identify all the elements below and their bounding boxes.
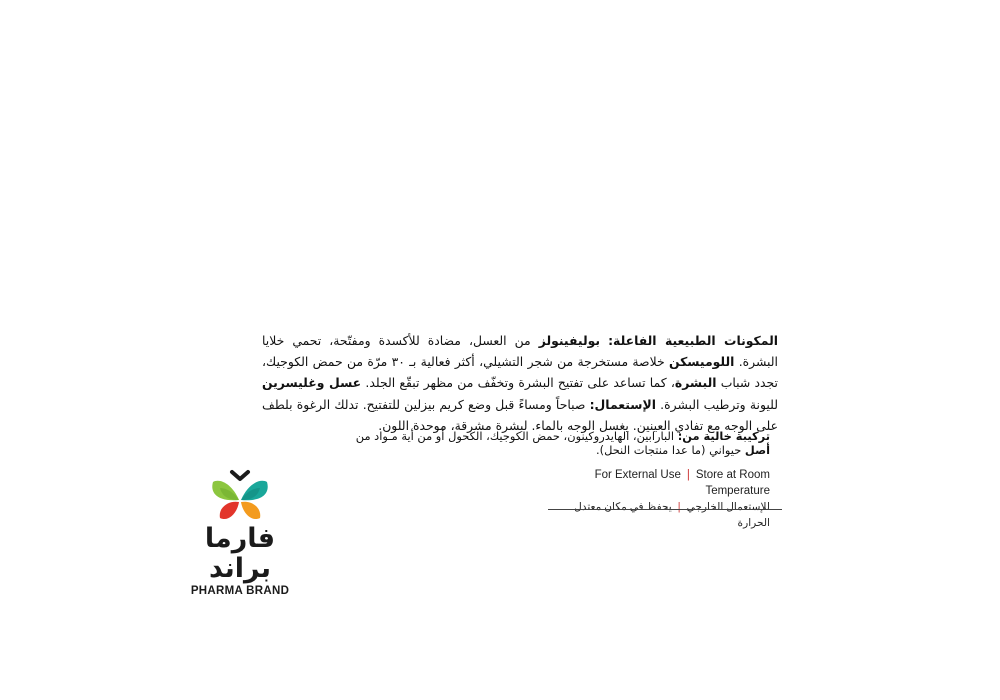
honey-text: لليونة وترطيب البشرة.	[660, 396, 778, 412]
lumiskin-text-2: ، كما تساعد على تفتيح البشرة وتخفّف من مظهر تبقّع الجلد.	[365, 375, 675, 391]
storage-en: Store at Room Temperature	[695, 469, 770, 497]
free-from-heading-2: أصل	[744, 443, 770, 457]
polyphenols-text: من العسل، مضادة للأكسدة ومفتّحة، تحمي خلايا البشرة.	[262, 333, 778, 370]
usage-heading: الإستعمال:	[589, 396, 656, 412]
free-from-heading: تركيبة خالية من:	[677, 429, 770, 443]
pharma-brand-logo	[180, 466, 300, 597]
ingredients-text-block	[262, 330, 778, 436]
separator: |	[677, 501, 681, 513]
free-from-text-2: حيواني (ما عدا منتجات النحل).	[596, 443, 742, 457]
brand-arabic-name: فارما براند	[204, 523, 276, 584]
lumiskin-name: اللوميسكن	[668, 354, 735, 370]
separator: |	[686, 469, 690, 481]
skin-word: البشرة	[674, 375, 717, 391]
ingredients-paragraph	[262, 330, 778, 436]
brand-english-name: PHARMA BRAND	[190, 585, 290, 597]
external-use-ar: للإستعمال الخارجي	[686, 501, 770, 513]
usage-text: صباحاً ومساءً قبل وضع كريم بيزلين للتفتيح. تدلك الرغوة بلطف على الوجه مع تفادي العينين. يغسل الوجه بالماء. لبشرة مشرقة، موحدة اللون.	[262, 396, 778, 433]
lumiskin-text: خلاصة مستخرجة من شجر التشيلي، أكثر فعالية بـ ٣٠ مرّة من حمض الكوجيك، تجدد شباب	[262, 354, 778, 391]
storage-ar: يحفظ في مكان معتدل الحرارة	[574, 501, 770, 529]
usage-notes-english	[540, 467, 770, 499]
usage-notes	[540, 467, 770, 531]
free-from-block	[340, 429, 770, 457]
butterfly-logo-icon	[210, 466, 270, 522]
divider-line	[548, 509, 782, 510]
honey-name: عسل وغليسرين	[262, 375, 362, 391]
external-use-en: For External Use	[594, 469, 681, 481]
polyphenols-name: بوليفينولز	[538, 333, 601, 348]
ingredients-heading: المكونات الطبيعية الفاعلة:	[608, 333, 778, 348]
usage-notes-arabic	[540, 499, 770, 531]
free-from-text: البارابين، الهايدروكينون، حمض الكوجيك، الكحول أو من أية مـواد من	[355, 429, 675, 443]
